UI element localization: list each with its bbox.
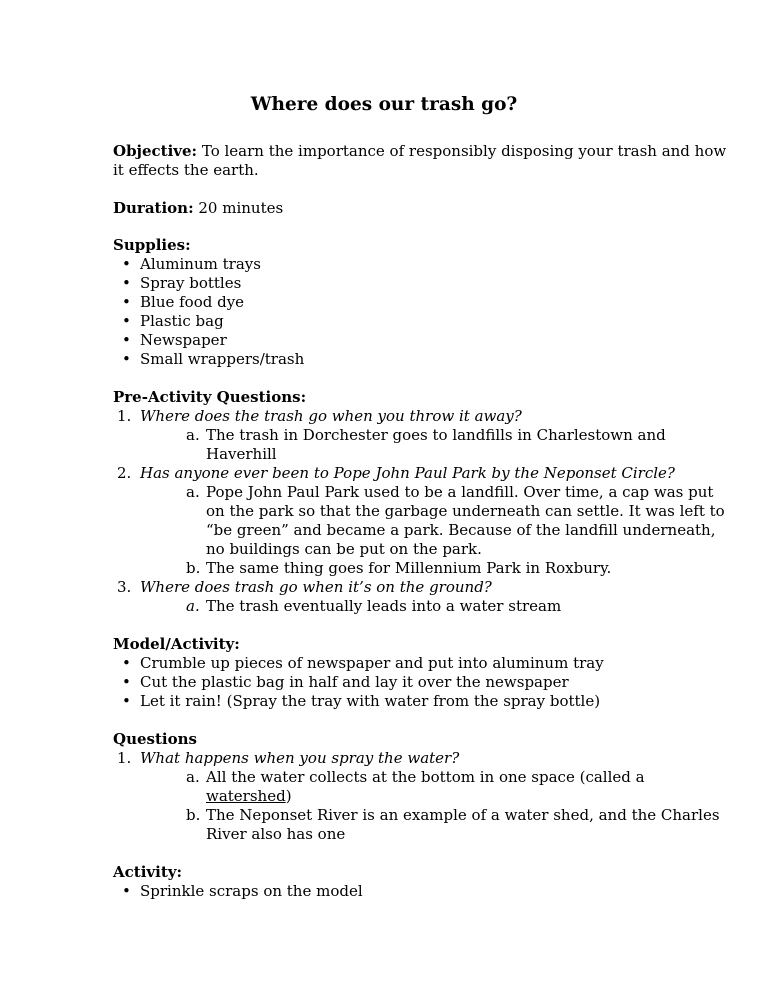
- questions-heading: Questions: [113, 730, 197, 748]
- questions-answer-1b: The Neponset River is an example of a water shed, and the Charles: [206, 806, 720, 824]
- list-letter: b.: [186, 559, 201, 577]
- pre-activity-answer-2b: The same thing goes for Millennium Park in Roxbury.: [206, 559, 612, 577]
- objective-line-1: [113, 142, 726, 161]
- activity-item: • Sprinkle scraps on the model: [140, 882, 363, 901]
- supplies-item: • Small wrappers/trash: [140, 350, 304, 369]
- list-number: 3.: [117, 578, 132, 596]
- objective-label: Objective:: [113, 142, 198, 160]
- list-letter: a.: [186, 483, 200, 501]
- list-number: 1.: [117, 407, 132, 425]
- pre-activity-answer-3a: The trash eventually leads into a water stream: [206, 597, 562, 615]
- pre-activity-answer-1a-cont: Haverhill: [206, 445, 277, 463]
- supplies-heading: Supplies:: [113, 236, 191, 254]
- list-letter: a.: [186, 768, 200, 786]
- pre-activity-answer-2a-cont: on the park so that the garbage underneath can settle. It was left to: [206, 502, 725, 520]
- supplies-item: • Newspaper: [140, 331, 227, 350]
- duration-line: [113, 199, 283, 218]
- pre-activity-heading: Pre-Activity Questions:: [113, 388, 307, 406]
- pre-activity-question-2: Has anyone ever been to Pope John Paul Park by the Neponset Circle?: [140, 464, 675, 482]
- model-activity-item: • Cut the plastic bag in half and lay it over the newspaper: [140, 673, 569, 692]
- model-activity-heading: Model/Activity:: [113, 635, 240, 653]
- duration-value: 20 minutes: [193, 199, 284, 217]
- supplies-item: • Plastic bag: [140, 312, 224, 331]
- pre-activity-question-3: Where does trash go when it’s on the ground?: [140, 578, 492, 596]
- list-number: 1.: [117, 749, 132, 767]
- list-letter: b.: [186, 806, 201, 824]
- pre-activity-question-1: Where does the trash go when you throw it away?: [140, 407, 522, 425]
- supplies-item: • Aluminum trays: [140, 255, 261, 274]
- supplies-item: • Blue food dye: [140, 293, 244, 312]
- pre-activity-answer-2a-cont: “be green” and became a park. Because of the landfill underneath,: [206, 521, 716, 539]
- questions-answer-1b-cont: River also has one: [206, 825, 346, 843]
- questions-question-1: What happens when you spray the water?: [140, 749, 460, 767]
- model-activity-item: • Let it rain! (Spray the tray with water from the spray bottle): [140, 692, 600, 711]
- list-letter: a.: [186, 597, 200, 615]
- page-title: Where does our trash go?: [250, 94, 518, 115]
- model-activity-item: • Crumble up pieces of newspaper and put into aluminum tray: [140, 654, 604, 673]
- watershed-term: watershed: [206, 787, 286, 805]
- supplies-item: • Spray bottles: [140, 274, 241, 293]
- closing-paren: ): [285, 787, 292, 805]
- objective-text-1: To learn the importance of responsibly disposing your trash and how: [197, 142, 727, 160]
- duration-label: Duration:: [113, 199, 194, 217]
- list-number: 2.: [117, 464, 132, 482]
- pre-activity-answer-1a: The trash in Dorchester goes to landfills in Charlestown and: [206, 426, 666, 444]
- list-letter: a.: [186, 426, 200, 444]
- activity-heading: Activity:: [113, 863, 182, 881]
- questions-answer-1a: All the water collects at the bottom in one space (called a: [206, 768, 645, 786]
- questions-answer-1a-cont: [206, 787, 292, 806]
- pre-activity-answer-2a: Pope John Paul Park used to be a landfill. Over time, a cap was put: [206, 483, 714, 501]
- pre-activity-answer-2a-cont: no buildings can be put on the park.: [206, 540, 482, 558]
- objective-text-2: it effects the earth.: [113, 161, 259, 179]
